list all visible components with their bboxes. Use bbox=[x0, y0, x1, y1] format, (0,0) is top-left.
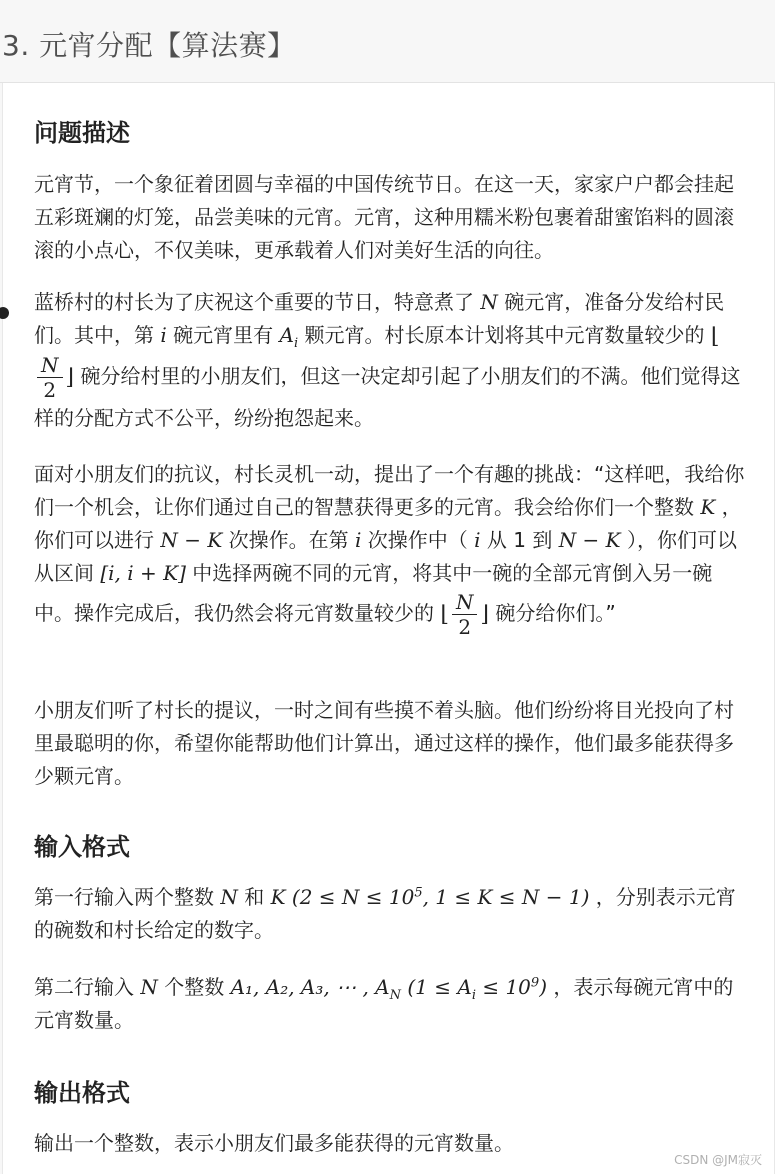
output-paragraph-1: 输出一个整数，表示小朋友们最多能获得的元宵数量。 bbox=[34, 1131, 514, 1155]
math-K: K bbox=[700, 495, 716, 519]
math-N: N bbox=[480, 290, 498, 314]
math-i: i bbox=[160, 323, 167, 347]
input-paragraph-1: 第一行输入两个整数 N 和 K ($2 \le N \le 10^5$, 1 ≤ K ≤ N − 1) ，分别表示元宵的碗数和村长给定的数字。 bbox=[34, 885, 736, 942]
watermark: CSDN @JM寂灭 bbox=[674, 1153, 762, 1167]
math-fraction-N-over-2-b: $\frac{N}{2}$ bbox=[452, 590, 478, 639]
math-fraction-N-over-2: $\frac{N}{2}$ bbox=[37, 353, 63, 402]
math-constraint-1: ($2 \le N \le 10^5$, 1 ≤ K ≤ N − 1) bbox=[291, 885, 590, 909]
page-header bbox=[0, 0, 775, 83]
math-sequence: A₁, A₂, A₃, ⋯ , $A_N$ bbox=[230, 975, 401, 1003]
heading-input-format: 输入格式 bbox=[34, 833, 130, 861]
problem-paragraph-4: 小朋友们听了村长的提议，一时之间有些摸不着头脑。他们纷纷将目光投向了村里最聪明的你，希望你能帮助他们计算出，通过这样的操作，他们最多能获得多少颗元宵。 bbox=[34, 698, 734, 788]
math-interval: [i, i + K] bbox=[100, 561, 186, 585]
math-N-minus-K: N − K bbox=[160, 528, 223, 552]
bullet-dot-icon bbox=[0, 307, 9, 319]
problem-paragraph-2: 蓝桥村的村长为了庆祝这个重要的节日，特意煮了 N 碗元宵，准备分发给村民们。其中，第 i 碗元宵里有 $A_i$ 颗元宵。村长原本计划将其中元宵数量较少的 ⌊ $\frac{N}{2}$ ⌋ 碗分给村里的小朋友们，但这一决定却引起了小朋友们的不满。他们觉得这样的分配方式不公平，纷纷抱怨起来。 bbox=[34, 290, 741, 430]
heading-output-format: 输出格式 bbox=[34, 1079, 130, 1107]
problem-paragraph-3: 面对小朋友们的抗议，村长灵机一动，提出了一个有趣的挑战：“这样吧，我给你们一个机会，让你们通过自己的智慧获得更多的元宵。我会给你们一个整数 K ，你们可以进行 N − K 次操作。在第 i 次操作中（ i 从 1 到 N − K ），你们可以从区间 [i, i + K] 中选择两碗不同的元宵，将其中一碗的全部元宵倒入另一碗中。操作完成后，我仍然会将元宵数量较少的 ⌊ $\frac{N}{2}$ ⌋ 碗分给你们。” bbox=[34, 462, 745, 639]
math-constraint-2: $(1 \le A_i \le 10^9)$ bbox=[407, 975, 547, 1003]
problem-card bbox=[2, 83, 775, 1174]
problem-paragraph-1: 元宵节，一个象征着团圆与幸福的中国传统节日。在这一天，家家户户都会挂起五彩斑斓的灯笼，品尝美味的元宵。元宵，这种用糯米粉包裹着甜蜜馅料的圆滚滚的小点心，不仅美味，更承载着人们对美好生活的向往。 bbox=[34, 172, 734, 262]
heading-problem-description: 问题描述 bbox=[34, 119, 130, 147]
input-paragraph-2: 第二行输入 N 个整数 A₁, A₂, A₃, ⋯ , $A_N$ $(1 \le A_i \le 10^9)$ ，表示每碗元宵中的元宵数量。 bbox=[34, 975, 734, 1032]
math-Ai: $A_i$ bbox=[279, 323, 299, 351]
page-title: 3. 元宵分配【算法赛】 bbox=[2, 29, 296, 62]
